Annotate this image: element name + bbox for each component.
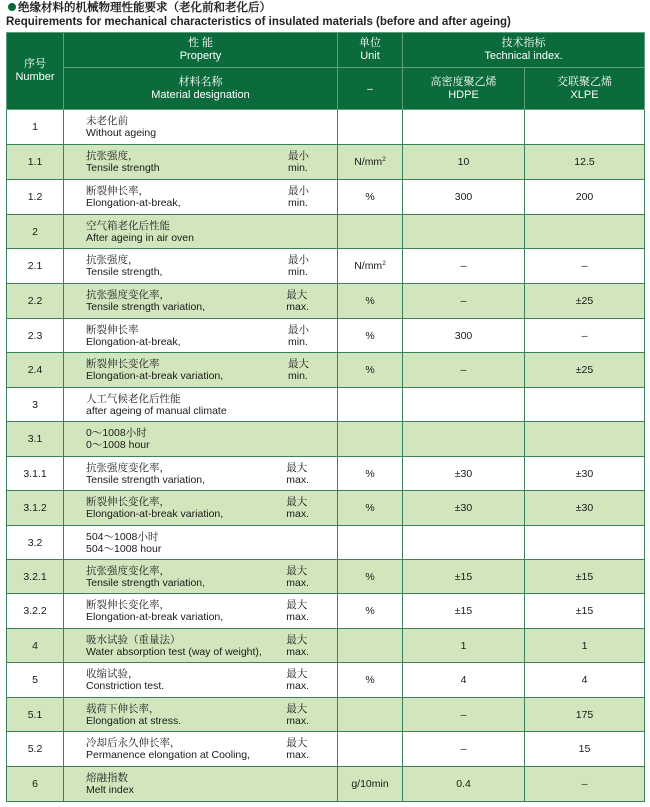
row-number: 2	[7, 215, 64, 249]
row-number: 5.2	[7, 732, 64, 767]
xlpe-value: ±15	[525, 560, 645, 594]
xlpe-value: 200	[525, 180, 645, 215]
table-row	[7, 767, 645, 802]
row-unit	[338, 767, 403, 802]
hdpe-value: 1	[403, 629, 525, 663]
row-number: 5.1	[7, 698, 64, 732]
limit-label	[288, 358, 309, 382]
row-number: 3.2	[7, 526, 64, 560]
table-row	[7, 215, 645, 249]
property-en: Elongation at stress.	[86, 714, 182, 727]
row-property	[64, 560, 338, 594]
unit-text: %	[365, 191, 375, 203]
hdpe-value	[403, 388, 525, 422]
limit-cn: 最小	[288, 254, 309, 266]
table-row	[7, 560, 645, 594]
hdpe-value: 4	[403, 663, 525, 698]
row-number: 2.2	[7, 284, 64, 319]
header-property	[64, 33, 338, 68]
hdpe-value: –	[403, 698, 525, 732]
xlpe-value	[525, 526, 645, 560]
unit-text: g/10min	[351, 778, 389, 790]
limit-cn: 最大	[286, 599, 308, 611]
property-en: Elongation-at-break,	[86, 335, 181, 348]
row-number: 3.1.1	[7, 457, 64, 491]
unit-text: N/mm	[354, 260, 383, 272]
row-property	[64, 145, 338, 180]
header-hdpe	[403, 68, 525, 110]
header-property-en: Property	[179, 50, 222, 62]
table-row	[7, 526, 645, 560]
limit-en: min.	[288, 197, 308, 209]
unit-superscript: 2	[382, 156, 386, 163]
property-cn: 断裂伸长变化率，	[86, 496, 170, 508]
limit-cn: 最小	[288, 323, 309, 336]
header-hdpe-en: HDPE	[448, 88, 479, 101]
row-number: 1.1	[7, 145, 64, 180]
property-cn: 断裂伸长变化率，	[86, 599, 170, 611]
unit-text: %	[365, 570, 375, 583]
hdpe-value: 300	[403, 319, 525, 353]
unit-text: %	[365, 502, 375, 514]
property-en: Permanence elongation at Cooling,	[86, 749, 251, 761]
row-number: 3.2.1	[7, 560, 64, 594]
row-number: 1	[7, 110, 64, 145]
limit-cn: 最大	[286, 668, 308, 680]
row-property	[64, 180, 338, 215]
bullet-icon	[8, 3, 16, 11]
hdpe-value	[403, 526, 525, 560]
hdpe-value: 0.4	[403, 767, 525, 802]
limit-label	[288, 185, 309, 209]
xlpe-value	[525, 110, 645, 145]
row-unit	[338, 353, 403, 388]
row-unit	[338, 663, 403, 698]
row-unit	[338, 284, 403, 319]
row-unit	[338, 560, 403, 594]
property-en: Tensile strength variation,	[86, 473, 206, 486]
row-unit	[338, 249, 403, 284]
hdpe-value: –	[403, 249, 525, 284]
table-row	[7, 110, 645, 145]
property-cn: 抗张强度，	[86, 150, 139, 162]
limit-cn: 最小	[288, 185, 309, 197]
limit-en: min.	[288, 162, 308, 174]
row-number: 3.1.2	[7, 491, 64, 526]
property-cn: 收缩试验，	[86, 668, 139, 680]
limit-label	[288, 150, 309, 174]
unit-text: %	[365, 329, 375, 342]
limit-en: max.	[286, 714, 309, 727]
row-property	[64, 698, 338, 732]
limit-en: max.	[286, 301, 309, 313]
row-property	[64, 491, 338, 526]
property-en: Tensile strength variation,	[86, 576, 206, 589]
header-material-en: Material designation	[151, 88, 250, 101]
property-cn: 冷却后永久伸长率，	[86, 737, 181, 749]
limit-en: max.	[286, 749, 309, 761]
hdpe-value	[403, 422, 525, 457]
xlpe-value: ±30	[525, 491, 645, 526]
table-row	[7, 284, 645, 319]
table-row	[7, 629, 645, 663]
hdpe-value: ±30	[403, 491, 525, 526]
limit-en: max.	[286, 645, 309, 658]
row-unit	[338, 491, 403, 526]
property-cn: 抗张强度，	[86, 254, 139, 266]
row-unit	[338, 215, 403, 249]
property-cn: 抗张强度变化率，	[86, 461, 170, 474]
header-material-cn: 材料名称	[178, 75, 223, 88]
limit-en: max.	[286, 680, 309, 692]
row-property	[64, 249, 338, 284]
row-number: 2.4	[7, 353, 64, 388]
property-en: after ageing of manual climate	[86, 404, 227, 417]
table-row	[7, 594, 645, 629]
property-en: 504～1008 hour	[86, 542, 162, 555]
header-seq-cn: 序号	[24, 58, 46, 70]
xlpe-value: –	[525, 319, 645, 353]
hdpe-value: –	[403, 284, 525, 319]
property-cn: 熔融指数	[86, 772, 128, 784]
row-number: 1.2	[7, 180, 64, 215]
row-property	[64, 663, 338, 698]
row-unit	[338, 698, 403, 732]
limit-label	[286, 668, 309, 692]
property-cn: 断裂伸长率，	[86, 185, 149, 197]
row-unit	[338, 526, 403, 560]
table-row	[7, 457, 645, 491]
property-cn: 空气箱老化后性能	[86, 219, 170, 232]
limit-en: min.	[288, 335, 308, 348]
spec-table	[6, 32, 645, 802]
limit-cn: 最大	[286, 461, 308, 474]
row-property	[64, 457, 338, 491]
property-en: Tensile strength	[86, 162, 160, 174]
header-seq-en: Number	[15, 71, 55, 83]
property-en: Elongation-at-break variation,	[86, 508, 224, 520]
header-unit-dash	[338, 68, 403, 110]
header-xlpe-en: XLPE	[570, 88, 599, 101]
limit-label	[286, 462, 309, 486]
limit-cn: 最大	[286, 289, 308, 301]
unit-text: %	[365, 364, 375, 376]
limit-en: max.	[286, 611, 309, 623]
header-unit-en: Unit	[360, 50, 380, 62]
header-unit-dash-text: –	[367, 82, 373, 95]
property-en: Tensile strength variation,	[86, 301, 206, 313]
row-unit	[338, 422, 403, 457]
header-material	[64, 68, 338, 110]
unit-text: N/mm	[354, 156, 383, 168]
row-unit	[338, 629, 403, 663]
table-row	[7, 698, 645, 732]
property-cn: 吸水试验（重量法）	[86, 633, 181, 646]
row-property	[64, 353, 338, 388]
xlpe-value: –	[525, 767, 645, 802]
row-property	[64, 526, 338, 560]
header-tech-cn: 技术指标	[501, 37, 546, 49]
hdpe-value	[403, 110, 525, 145]
limit-label	[286, 565, 309, 589]
caption-title-cn: 绝缘材料的机械物理性能要求（老化前和老化后）	[18, 2, 271, 14]
table-row	[7, 180, 645, 215]
row-number: 6	[7, 767, 64, 802]
unit-text: %	[365, 295, 375, 307]
row-unit	[338, 457, 403, 491]
limit-label	[286, 599, 309, 623]
limit-cn: 最大	[288, 358, 309, 370]
hdpe-value: –	[403, 353, 525, 388]
row-number: 3.1	[7, 422, 64, 457]
table-row	[7, 249, 645, 284]
property-cn: 断裂伸长变化率	[86, 358, 160, 370]
row-unit	[338, 180, 403, 215]
header-unit	[338, 33, 403, 68]
limit-label	[288, 254, 309, 278]
header-seq	[7, 33, 64, 110]
header-tech-index	[403, 33, 645, 68]
limit-cn: 最大	[286, 564, 308, 577]
property-cn: 人工气候老化后性能	[86, 392, 181, 405]
limit-label	[288, 324, 309, 348]
property-en: 0～1008 hour	[86, 439, 150, 451]
xlpe-value: 12.5	[525, 145, 645, 180]
header-xlpe	[525, 68, 645, 110]
xlpe-value: 4	[525, 663, 645, 698]
row-property	[64, 319, 338, 353]
row-unit	[338, 388, 403, 422]
hdpe-value: ±15	[403, 594, 525, 629]
limit-cn: 最大	[286, 737, 308, 749]
limit-cn: 最小	[288, 150, 309, 162]
row-unit	[338, 319, 403, 353]
row-property	[64, 110, 338, 145]
limit-label	[286, 289, 309, 313]
xlpe-value: ±30	[525, 457, 645, 491]
unit-text: %	[365, 674, 375, 686]
property-en: Constriction test.	[86, 680, 165, 692]
property-cn: 未老化前	[86, 115, 128, 127]
limit-en: max.	[286, 508, 309, 520]
table-row	[7, 145, 645, 180]
limit-cn: 最大	[286, 702, 308, 715]
xlpe-value: 1	[525, 629, 645, 663]
caption-title-en: Requirements for mechanical characteristics of insulated materials (before and after ageing)	[6, 16, 511, 28]
limit-en: min.	[288, 266, 308, 278]
property-en: Tensile strength,	[86, 266, 163, 278]
row-property	[64, 732, 338, 767]
limit-label	[286, 737, 309, 761]
property-en: Without ageing	[86, 127, 157, 139]
unit-text: %	[365, 605, 375, 617]
property-cn: 抗张强度变化率，	[86, 289, 170, 301]
caption-cn	[8, 1, 271, 15]
header-row-2	[7, 68, 645, 110]
row-unit	[338, 594, 403, 629]
unit-text: %	[365, 467, 375, 480]
hdpe-value: 300	[403, 180, 525, 215]
row-property	[64, 284, 338, 319]
limit-label	[286, 634, 309, 658]
header-unit-cn: 单位	[359, 37, 381, 49]
header-tech-en: Technical index.	[484, 50, 563, 62]
row-number: 4	[7, 629, 64, 663]
table-row	[7, 353, 645, 388]
xlpe-value: 15	[525, 732, 645, 767]
xlpe-value: ±25	[525, 353, 645, 388]
row-unit	[338, 145, 403, 180]
xlpe-value: –	[525, 249, 645, 284]
property-cn: 断裂伸长率	[86, 323, 139, 336]
table-row	[7, 319, 645, 353]
row-property	[64, 388, 338, 422]
limit-cn: 最大	[286, 496, 308, 508]
limit-label	[286, 496, 309, 520]
property-en: After ageing in air oven	[86, 231, 194, 244]
row-number: 2.3	[7, 319, 64, 353]
property-en: Melt index	[86, 784, 134, 796]
xlpe-value: ±25	[525, 284, 645, 319]
xlpe-value: 175	[525, 698, 645, 732]
row-property	[64, 422, 338, 457]
row-number: 3	[7, 388, 64, 422]
property-en: Water absorption test (way of weight),	[86, 645, 262, 658]
row-property	[64, 767, 338, 802]
property-cn: 抗张强度变化率，	[86, 564, 170, 577]
hdpe-value: ±30	[403, 457, 525, 491]
row-number: 3.2.2	[7, 594, 64, 629]
row-unit	[338, 732, 403, 767]
xlpe-value	[525, 215, 645, 249]
row-number: 2.1	[7, 249, 64, 284]
property-en: Elongation-at-break variation,	[86, 611, 224, 623]
table-row	[7, 491, 645, 526]
unit-superscript: 2	[382, 260, 386, 267]
xlpe-value	[525, 388, 645, 422]
header-xlpe-cn: 交联聚乙烯	[557, 75, 612, 88]
limit-label	[286, 703, 309, 727]
table-caption	[0, 0, 650, 30]
row-property	[64, 215, 338, 249]
property-cn: 0～1008小时	[86, 427, 147, 439]
limit-cn: 最大	[286, 633, 308, 646]
limit-en: min.	[288, 370, 308, 382]
header-row-1	[7, 33, 645, 68]
xlpe-value: ±15	[525, 594, 645, 629]
table-row	[7, 388, 645, 422]
header-hdpe-cn: 高密度聚乙烯	[430, 75, 497, 88]
header-property-cn: 性 能	[187, 37, 214, 49]
hdpe-value: ±15	[403, 560, 525, 594]
row-property	[64, 629, 338, 663]
table-row	[7, 732, 645, 767]
row-property	[64, 594, 338, 629]
table-row	[7, 663, 645, 698]
hdpe-value: 10	[403, 145, 525, 180]
property-en: Elongation-at-break variation,	[86, 370, 224, 382]
hdpe-value: –	[403, 732, 525, 767]
property-en: Elongation-at-break,	[86, 197, 181, 209]
xlpe-value	[525, 422, 645, 457]
property-cn: 载荷下伸长率，	[86, 702, 160, 715]
table-row	[7, 422, 645, 457]
limit-en: max.	[286, 473, 309, 486]
row-number: 5	[7, 663, 64, 698]
property-cn: 504～1008小时	[86, 530, 159, 543]
row-unit	[338, 110, 403, 145]
hdpe-value	[403, 215, 525, 249]
limit-en: max.	[286, 576, 309, 589]
